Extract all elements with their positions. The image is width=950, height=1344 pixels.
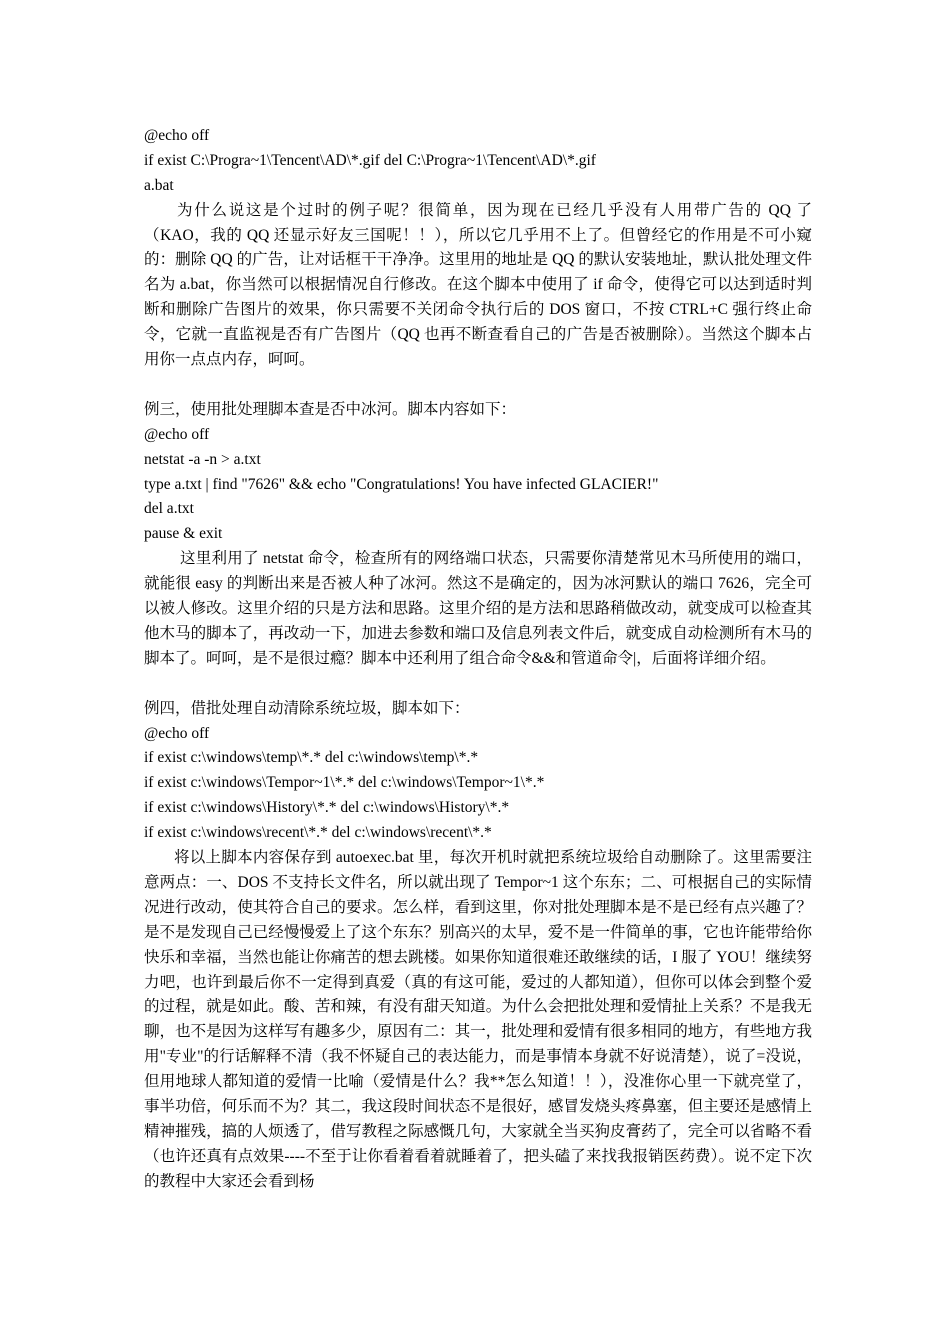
- code-line: if exist c:\windows\temp\*.* del c:\windows\temp\*.*: [144, 749, 479, 767]
- paragraph-example-two-explanation: 为什么说这是个过时的例子呢？很简单，因为现在已经几乎没有人用带广告的 QQ 了（KAO，我的 QQ 还显示好友三国呢！！），所以它几乎用不上了。但曾经它的作用是不可小窥的：删除 QQ 的广告，让对话框干干净净。这里用的地址是 QQ 的默认安装地址，默认批处理文件名为 a.bat，你当然可以根据情况自行修改。在这个脚本中使用了 if 命令，使得它可以达到适时判断和删除广告图片的效果，你只需要不关闭命令执行后的 DOS 窗口，不按 CTRL+C 强行终止命令，它就一直监视是否有广告图片（QQ 也再不断查看自己的广告是否被删除）。当然这个脚本占用你一点点内存，呵呵。: [144, 201, 812, 369]
- paragraph-example-four-explanation: 将以上脚本内容保存到 autoexec.bat 里，每次开机时就把系统垃圾给自动删除了。这里需要注意两点：一、DOS 不支持长文件名，所以就出现了 Tempor~1 这个东东；二、可根据自己的实际情况进行改动，使其符合自己的要求。怎么样，看到这里，你对批处理脚本是不是已经有点兴趣了？是不是发现自己已经慢慢爱上了这个东东？别高兴的太早，爱不是一件简单的事，它也许能带给你快乐和幸福，当然也能让你痛苦的想去跳楼。如果你知道很难还敢继续的话，I 服了 YOU！继续努力吧，也许到最后你不一定得到真爱（真的有这可能，爱过的人都知道），但你可以体会到整个爱的过程，就是如此。酸、苦和辣，有没有甜天知道。为什么会把批处理和爱情扯上关系？不是我无聊，也不是因为这样写有趣多少，原因有二：其一，批处理和爱情有很多相同的地方，有些地方我用"专业"的行话解释不清（我不怀疑自己的表达能力，而是事情本身就不好说清楚），说了=没说，但用地球人都知道的爱情一比喻（爱情是什么？我**怎么知道！！），没准你心里一下就亮堂了，事半功倍，何乐而不为？其二，我这段时间状态不是很好，感冒发烧头疼鼻塞，但主要还是感情上精神摧残，搞的人烦透了，借写教程之际感慨几句，大家就全当买狗皮膏药了，完全可以省略不看（也许还真有点效果----不至于让你看着看着就睡着了，把头磕了来找我报销医药费）。说不定下次的教程中大家还会看到杨: [144, 849, 812, 1190]
- code-line: type a.txt | find "7626" && echo "Congratulations! You have infected GLACIER!": [144, 475, 659, 493]
- document-body: [144, 124, 812, 1195]
- code-line: @echo off: [144, 724, 210, 742]
- code-line: if exist C:\Progra~1\Tencent\AD\*.gif del C:\Progra~1\Tencent\AD\*.gif: [144, 151, 596, 169]
- code-line: if exist c:\windows\History\*.* del c:\windows\History\*.*: [144, 799, 510, 817]
- section-heading-example-three: 例三，使用批处理脚本查是否中冰河。脚本内容如下：: [144, 400, 517, 418]
- paragraph-example-three-explanation: 这里利用了 netstat 命令，检查所有的网络端口状态，只需要你清楚常见木马所使用的端口，就能很 easy 的判断出来是否被人种了冰河。然这不是确定的，因为冰河默认的端口 7626，完全可以被人修改。这里介绍的只是方法和思路。这里介绍的是方法和思路稍做改动，就变成可以检查其他木马的脚本了，再改动一下，加进去参数和端口及信息列表文件后，就变成自动检测所有木马的脚本了。呵呵，是不是很过瘾？脚本中还利用了组合命令&&和管道命令|，后面将详细介绍。: [144, 550, 812, 667]
- code-line: @echo off: [144, 425, 210, 443]
- code-line: netstat -a -n > a.txt: [144, 450, 261, 468]
- paragraph-gap: [144, 672, 812, 697]
- paragraph-gap: [144, 373, 812, 398]
- code-line: pause & exit: [144, 525, 223, 543]
- section-heading-example-four: 例四，借批处理自动清除系统垃圾，脚本如下：: [144, 699, 470, 717]
- code-line: if exist c:\windows\Tempor~1\*.* del c:\windows\Tempor~1\*.*: [144, 774, 545, 792]
- code-line: del a.txt: [144, 500, 194, 518]
- code-line: if exist c:\windows\recent\*.* del c:\windows\recent\*.*: [144, 824, 492, 842]
- code-line: @echo off: [144, 127, 210, 144]
- code-line: a.bat: [144, 176, 174, 194]
